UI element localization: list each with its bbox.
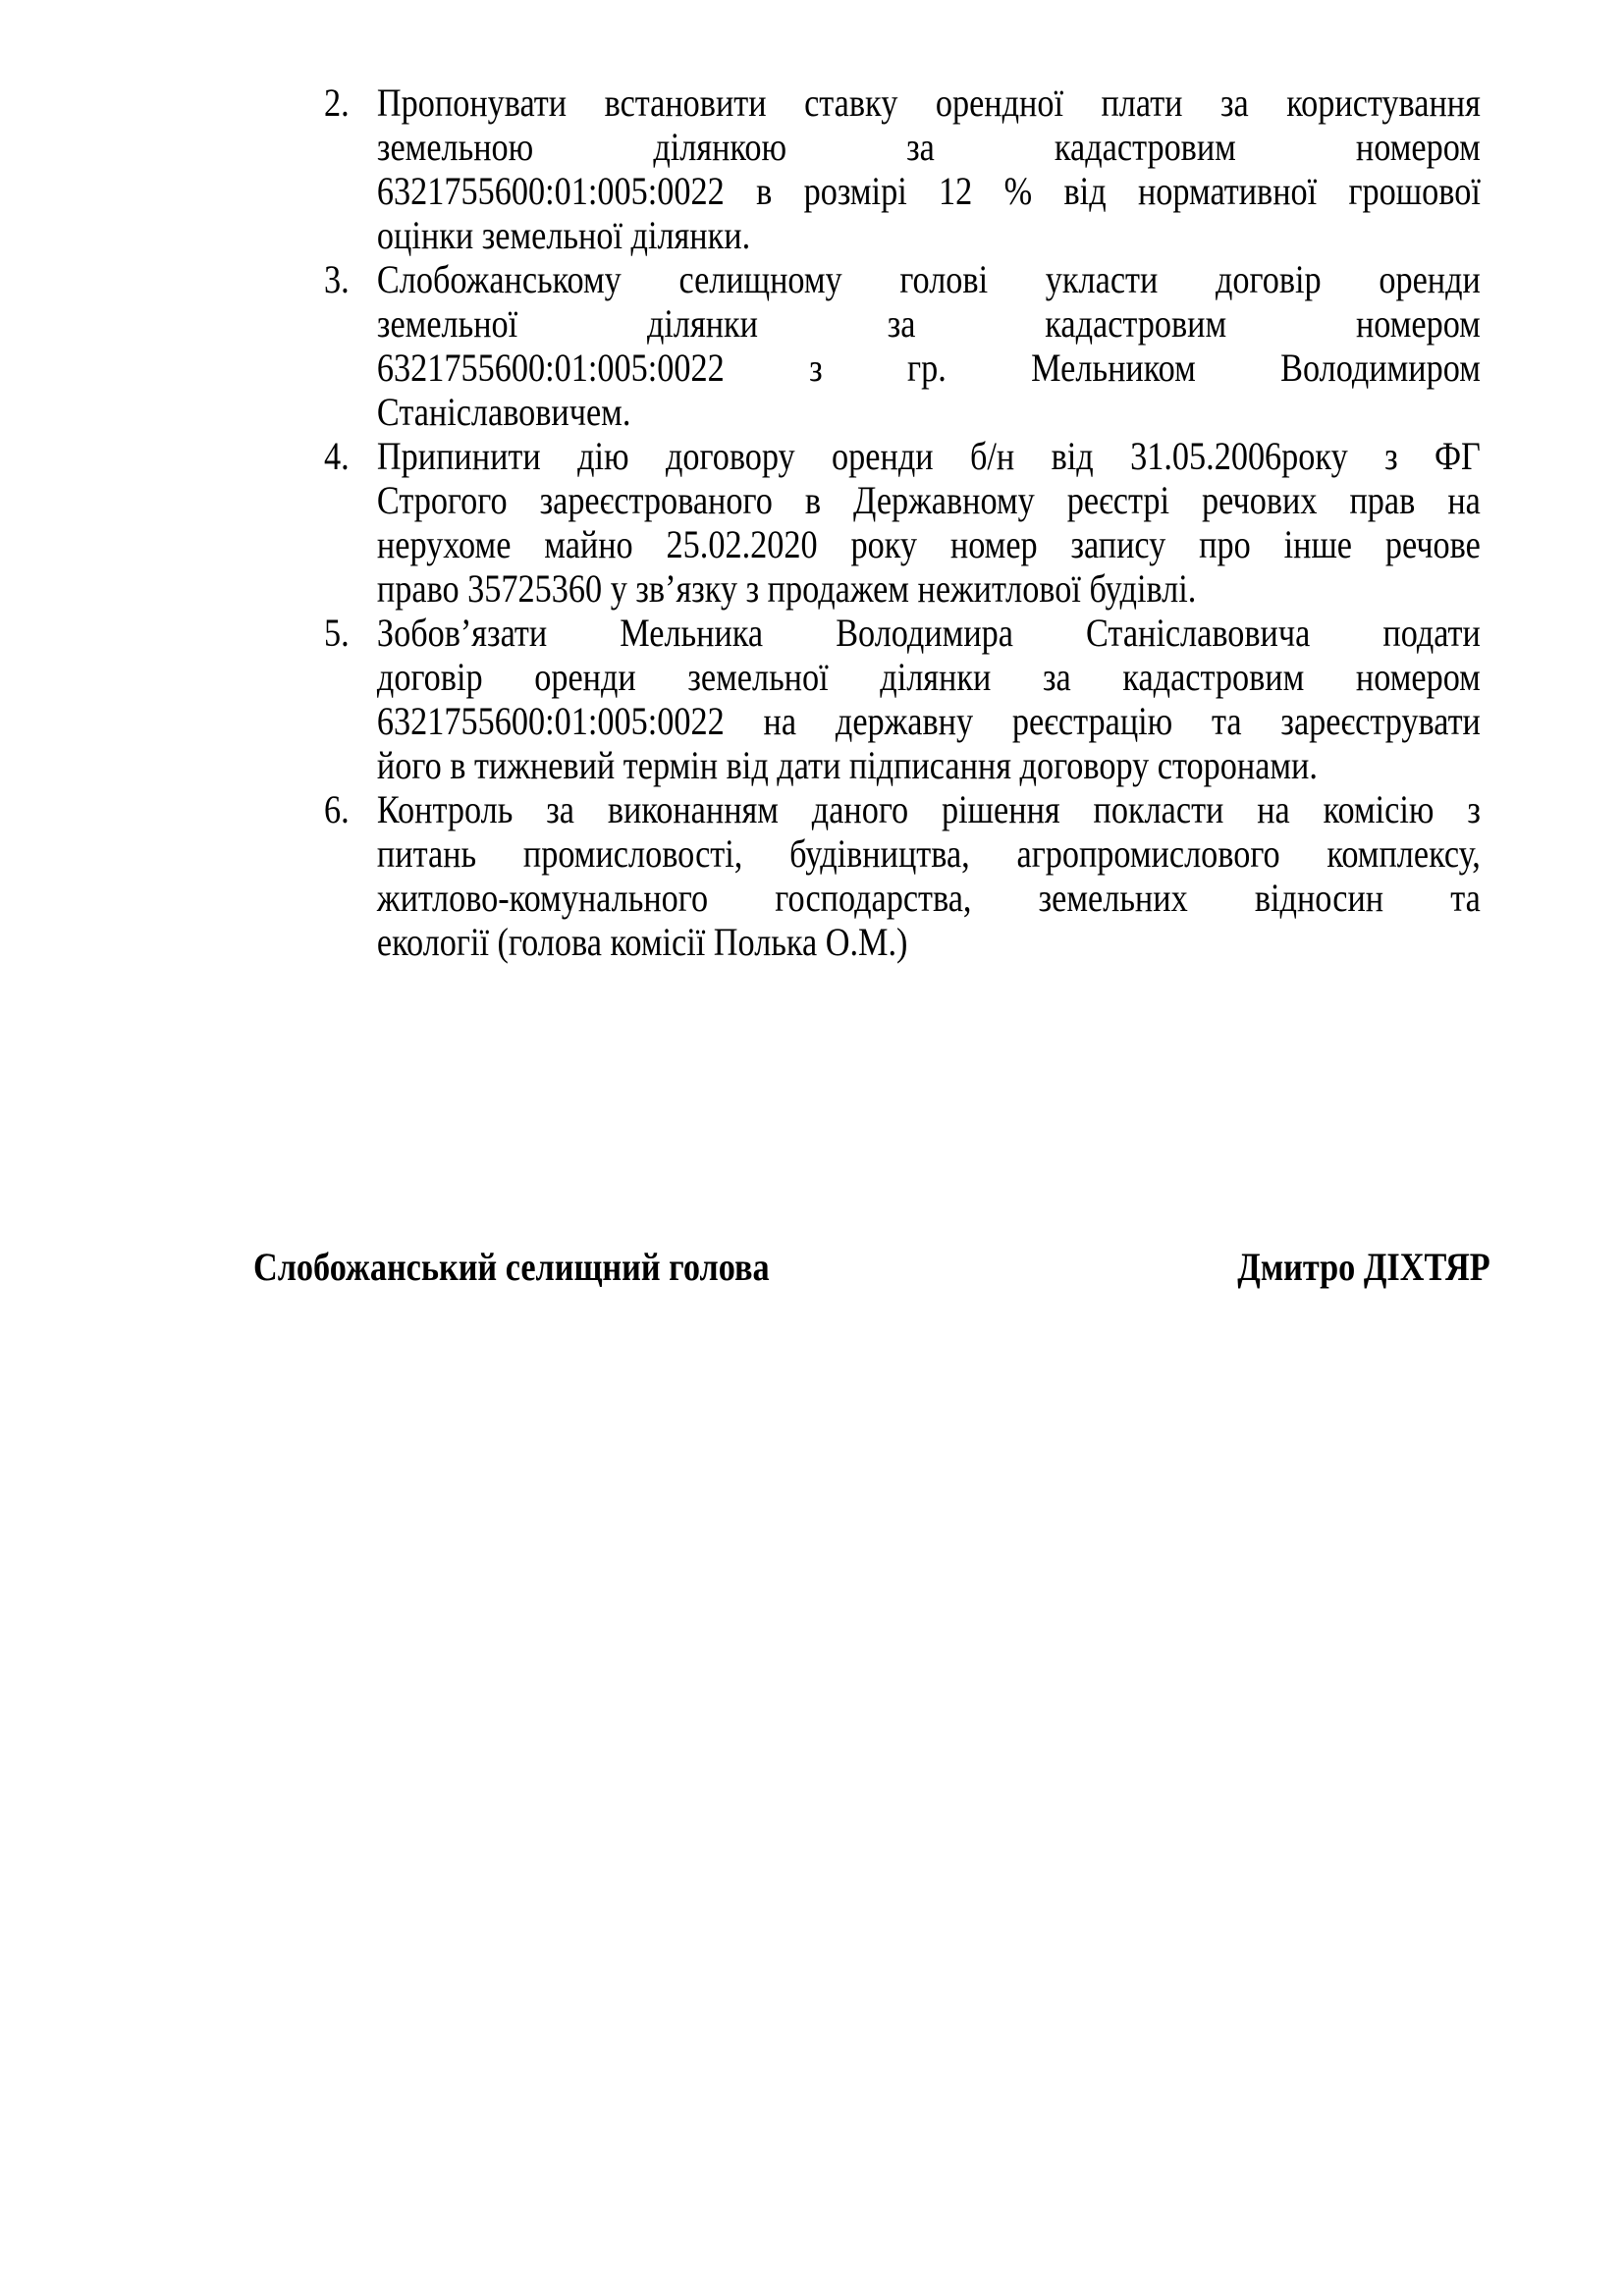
- item-text-line: житлово-комунального господарства, земельних відносин та: [376, 876, 1481, 920]
- item-number: 4.: [324, 434, 350, 478]
- resolution-items: [324, 80, 1481, 964]
- item-text-line: Зобов’язати Мельника Володимира Станіславовича подати: [376, 611, 1481, 655]
- item-text-line: 6321755600:01:005:0022 в розмірі 12 % від нормативної грошової: [376, 169, 1481, 213]
- list-item: [324, 434, 1481, 611]
- item-text-line: Строгого зареєстрованого в Державному реєстрі речових прав на: [376, 478, 1481, 522]
- item-text-line: його в тижневий термін від дати підписання договору сторонами.: [376, 743, 1318, 787]
- list-item: [324, 611, 1481, 787]
- item-number: 5.: [324, 611, 350, 655]
- item-text-line: земельної ділянки за кадастровим номером: [376, 301, 1481, 346]
- item-text-line: Станіславовичем.: [376, 390, 631, 434]
- item-text-line: 6321755600:01:005:0022 з гр. Мельником Володимиром: [376, 346, 1481, 390]
- item-text-line: нерухоме майно 25.02.2020 року номер запису про інше речове: [376, 522, 1481, 566]
- signature-title: Слобожанський селищний голова: [253, 1245, 770, 1289]
- item-text-line: 6321755600:01:005:0022 на державну реєстрацію та зареєструвати: [376, 699, 1481, 743]
- list-item: [324, 257, 1481, 434]
- item-text-line: екології (голова комісії Полька О.М.): [376, 920, 908, 964]
- item-number: 3.: [324, 257, 350, 301]
- item-number: 2.: [324, 80, 350, 125]
- item-text-line: земельною ділянкою за кадастровим номером: [376, 125, 1481, 169]
- item-text-line: договір оренди земельної ділянки за кадастровим номером: [376, 655, 1481, 699]
- item-text-line: право 35725360 у зв’язку з продажем нежитлової будівлі.: [376, 566, 1197, 611]
- item-text-line: оцінки земельної ділянки.: [376, 213, 751, 257]
- item-text-line: Слобожанському селищному голові укласти договір оренди: [376, 257, 1481, 301]
- item-text-line: питань промисловості, будівництва, агропромислового комплексу,: [376, 831, 1481, 876]
- item-number: 6.: [324, 787, 350, 831]
- list-item: [324, 787, 1481, 964]
- item-text-line: Припинити дію договору оренди б/н від 31.05.2006року з ФГ: [376, 434, 1481, 478]
- list-item: [324, 80, 1481, 257]
- signature-name: Дмитро ДІХТЯР: [1237, 1245, 1490, 1289]
- item-text-line: Пропонувати встановити ставку орендної плати за користування: [376, 80, 1481, 125]
- item-text-line: Контроль за виконанням даного рішення покласти на комісію з: [376, 787, 1481, 831]
